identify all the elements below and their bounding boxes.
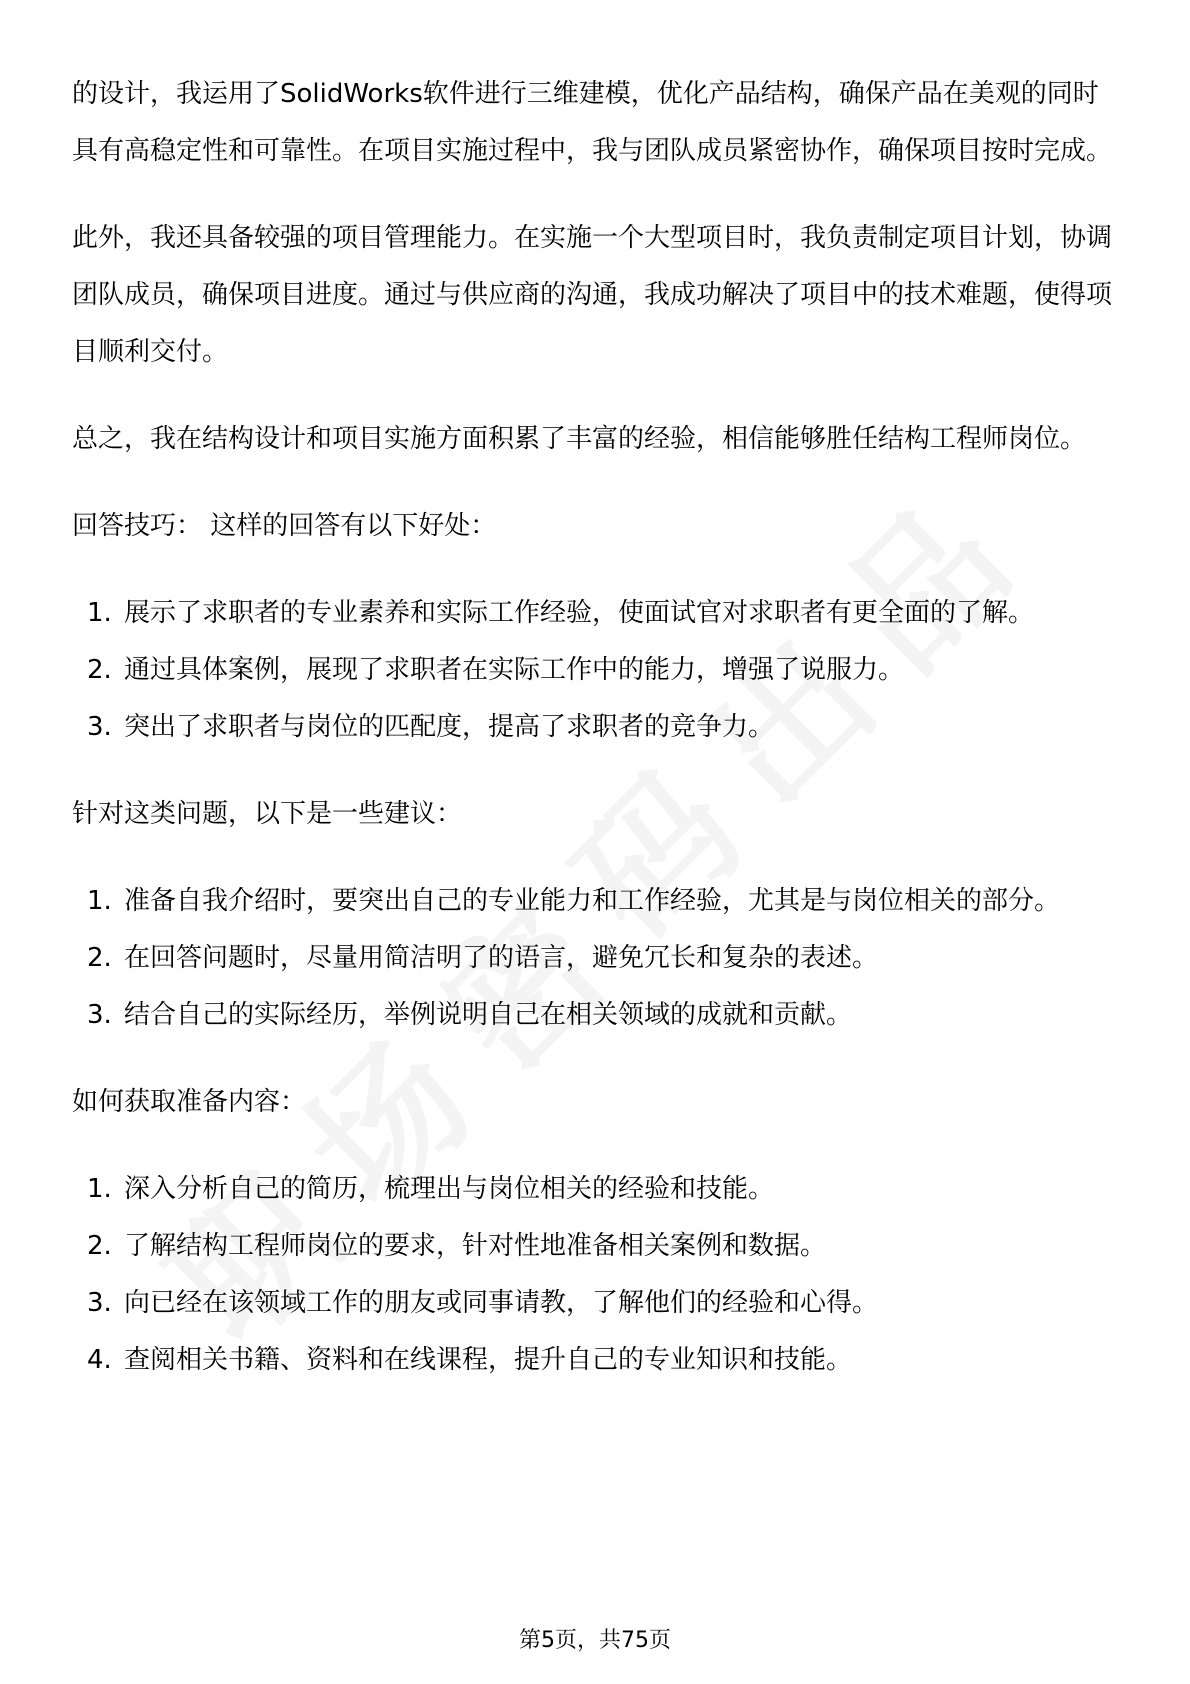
list-text: 查阅相关书籍、资料和在线课程，提升自己的专业知识和技能。 [124, 1345, 853, 1375]
list-text: 突出了求职者与岗位的匹配度，提高了求职者的竞争力。 [124, 712, 775, 742]
list-number: 1. [87, 598, 112, 628]
list-item [72, 1275, 1118, 1332]
list-item [72, 585, 1118, 642]
list-number: 4. [87, 1345, 112, 1375]
prepare-list [72, 1161, 1118, 1389]
paragraph-project-management: 此外，我还具备较强的项目管理能力。在实施一个大型项目时，我负责制定项目计划，协调团队成员，确保项目进度。通过与供应商的沟通，我成功解决了项目中的技术难题，使得项目顺利交付。 [72, 223, 1113, 367]
list-number: 1. [87, 886, 112, 916]
tips-heading: 回答技巧： 这样的回答有以下好处： [72, 511, 497, 541]
list-text: 结合自己的实际经历，举例说明自己在相关领域的成就和贡献。 [124, 1000, 853, 1030]
paragraph-design: 的设计，我运用了SolidWorks软件进行三维建模，优化产品结构，确保产品在美观的同时具有高稳定性和可靠性。在项目实施过程中，我与团队成员紧密协作，确保项目按时完成。 [72, 79, 1113, 166]
list-number: 2. [87, 943, 112, 973]
page-footer: 第5页，共75页 [519, 1628, 671, 1653]
list-text: 展示了求职者的专业素养和实际工作经验，使面试官对求职者有更全面的了解。 [124, 598, 1035, 628]
paragraph-summary: 总之，我在结构设计和项目实施方面积累了丰富的经验，相信能够胜任结构工程师岗位。 [72, 424, 1087, 454]
list-text: 在回答问题时，尽量用简洁明了的语言，避免冗长和复杂的表述。 [124, 943, 879, 973]
list-item [72, 699, 1118, 756]
list-item [72, 642, 1118, 699]
prepare-heading: 如何获取准备内容： [72, 1087, 307, 1117]
list-number: 3. [87, 712, 112, 742]
list-item [72, 1218, 1118, 1275]
list-text: 通过具体案例，展现了求职者在实际工作中的能力，增强了说服力。 [124, 655, 905, 685]
advice-list [72, 873, 1118, 1044]
list-text: 向已经在该领域工作的朋友或同事请教，了解他们的经验和心得。 [124, 1288, 879, 1318]
list-item [72, 1332, 1118, 1389]
list-number: 1. [87, 1174, 112, 1204]
document-body [72, 66, 1118, 1419]
list-number: 2. [87, 1231, 112, 1261]
list-text: 了解结构工程师岗位的要求，针对性地准备相关案例和数据。 [124, 1231, 827, 1261]
list-text: 准备自我介绍时，要突出自己的专业能力和工作经验，尤其是与岗位相关的部分。 [124, 886, 1061, 916]
tips-list [72, 585, 1118, 756]
list-item [72, 1161, 1118, 1218]
advice-heading: 针对这类问题，以下是一些建议： [72, 799, 463, 829]
list-number: 3. [87, 1288, 112, 1318]
list-item [72, 873, 1118, 930]
list-number: 3. [87, 1000, 112, 1030]
list-item [72, 930, 1118, 987]
list-text: 深入分析自己的简历，梳理出与岗位相关的经验和技能。 [124, 1174, 775, 1204]
list-number: 2. [87, 655, 112, 685]
list-item [72, 987, 1118, 1044]
